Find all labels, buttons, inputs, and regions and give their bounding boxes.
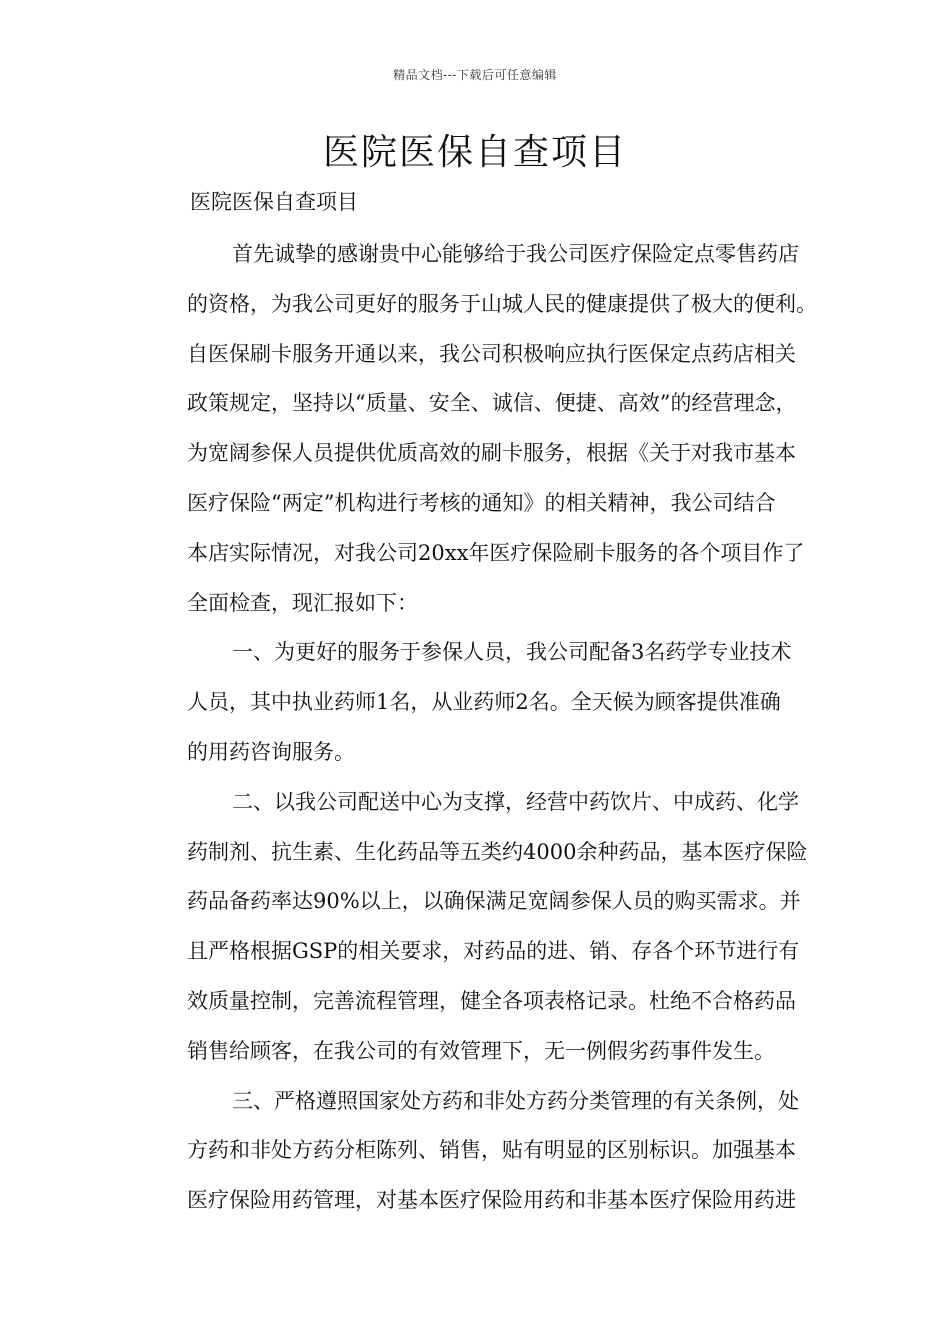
- document-subtitle: 医院医保自查项目: [190, 190, 358, 214]
- text-line: 三、严格遵照国家处方药和非处方药分类管理的有关条例，处: [232, 1088, 799, 1113]
- text-line: 方药和非处方药分柜陈列、销售，贴有明显的区别标识。加强基本: [187, 1138, 796, 1163]
- text-line: 二、以我公司配送中心为支撑，经营中药饮片、中成药、化学: [232, 789, 799, 814]
- text-line: 效质量控制，完善流程管理，健全各项表格记录。杜绝不合格药品: [187, 988, 796, 1013]
- text-line: 首先诚挚的感谢贵中心能够给于我公司医疗保险定点零售药店: [232, 242, 799, 266]
- text-line: 自医保刷卡服务开通以来，我公司积极响应执行医保定点药店相关: [187, 341, 796, 366]
- text-line: 的用药咨询服务。: [187, 739, 355, 764]
- paragraph-intro: [145, 230, 815, 628]
- text-line: 一、为更好的服务于参保人员，我公司配备3名药学专业技术: [232, 640, 792, 665]
- paragraph-section-1: [145, 628, 815, 777]
- document-title: 医院医保自查项目: [322, 132, 627, 173]
- text-line: 医疗保险用药管理，对基本医疗保险用药和非基本医疗保险用药进: [187, 1188, 796, 1213]
- text-line: 药制剂、抗生素、生化药品等五类约4000余种药品，基本医疗保险: [187, 839, 808, 864]
- text-line: 人员，其中执业药师1名，从业药师2名。全天候为顾客提供准确: [187, 690, 781, 715]
- paragraph-section-2: [145, 778, 815, 1077]
- text-line: 为宽阔参保人员提供优质高效的刷卡服务，根据《关于对我市基本: [187, 441, 796, 466]
- text-line: 政策规定，坚持以“质量、安全、诚信、便捷、高效”的经营理念，: [187, 391, 797, 416]
- text-line: 本店实际情况，对我公司20xx年医疗保险刷卡服务的各个项目作了: [187, 540, 805, 565]
- text-line: 全面检查，现汇报如下：: [187, 590, 418, 615]
- text-line: 的资格，为我公司更好的服务于山城人民的健康提供了极大的便利。: [187, 291, 817, 316]
- text-line: 销售给顾客，在我公司的有效管理下，无一例假劣药事件发生。: [187, 1038, 775, 1063]
- document-body: [145, 230, 815, 1226]
- text-line: 且严格根据GSP的相关要求，对药品的进、销、存各个环节进行有: [187, 939, 800, 964]
- text-line: 药品备药率达90%以上，以确保满足宽阔参保人员的购买需求。并: [187, 889, 801, 914]
- text-line: 医疗保险“两定”机构进行考核的通知》的相关精神，我公司结合: [187, 490, 776, 515]
- header-note: 精品文档---下载后可任意编辑: [393, 68, 557, 82]
- paragraph-section-3: [145, 1077, 815, 1226]
